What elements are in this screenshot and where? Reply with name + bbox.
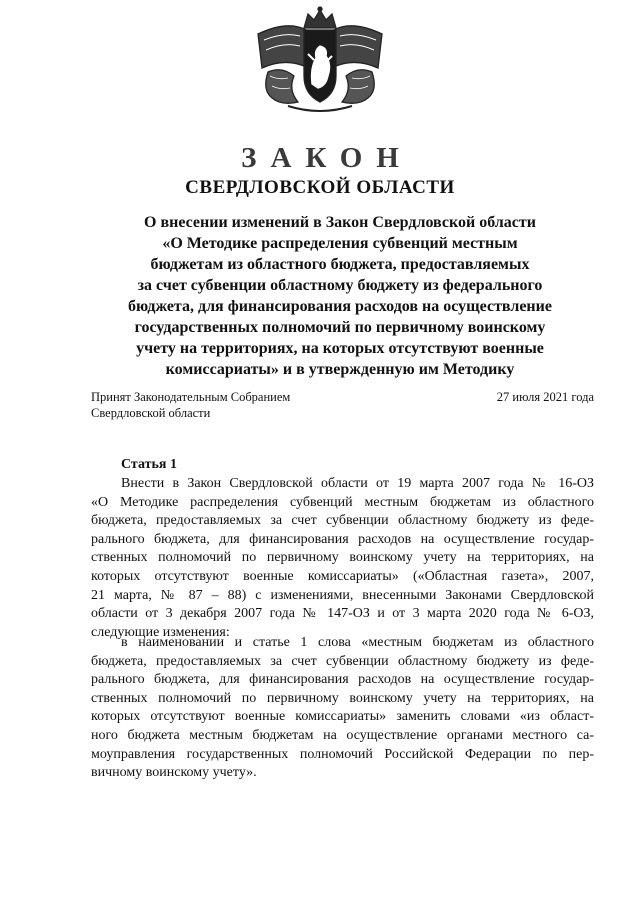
adoption-line: Принят Законодательным Собранием — [91, 390, 291, 404]
paragraph-line: бюджета, предоставляемых за счет субвенции областному бюджету из феде- — [91, 653, 594, 669]
article-heading: Статья 1 — [121, 457, 177, 472]
adoption-line: Свердловской области — [91, 406, 211, 420]
paragraph-line: бюджета, предоставляемых за счет субвенции областному бюджету из феде- — [91, 513, 594, 529]
region-heading: СВЕРДЛОВСКОЙ ОБЛАСТИ — [185, 177, 455, 198]
law-title-line: комиссариаты» и в утвержденную им Методику — [165, 361, 515, 378]
coat-of-arms-icon — [248, 6, 392, 114]
paragraph-line: ственных полномочий по первичному воинскому учету на территориях, на — [91, 690, 594, 706]
paragraph-line: рального бюджета, для финансирования расходов на осуществление государ- — [91, 531, 594, 547]
paragraph-line: рального бюджета, для финансирования расходов на осуществление государ- — [91, 672, 594, 688]
paragraph-line: «О Методике распределения субвенций местным бюджетам из областного — [91, 494, 594, 510]
law-title-line: государственных полномочий по первичному воинскому — [134, 319, 546, 336]
article-paragraph-2 — [91, 634, 594, 783]
paragraph-line: области от 3 декабря 2007 года № 147-ОЗ и от 3 марта 2020 года № 6-ОЗ, — [91, 606, 594, 622]
law-title — [90, 212, 590, 380]
law-title-line: за счет субвенции областному бюджету из федерального — [137, 277, 543, 294]
paragraph-line: ственных полномочий по первичному воинскому учету на территориях, на — [91, 550, 594, 566]
paragraph-line: следующие изменения: — [91, 624, 230, 640]
paragraph-line: в наименовании и статье 1 слова «местным бюджетам из областного — [121, 635, 594, 650]
article-paragraph-1 — [91, 475, 594, 642]
law-title-line: бюджетам из областного бюджета, предоставляемых — [150, 256, 530, 273]
law-title-line: бюджета, для финансирования расходов на осуществление — [128, 298, 552, 315]
paragraph-line: которых отсутствуют военные комиссариаты» («Областная газета», 2007, — [91, 568, 594, 584]
paragraph-line: ного бюджета местным бюджетам на осуществление органами местного са- — [91, 727, 594, 743]
paragraph-line: моуправления государственных полномочий Российской Федерации по пер- — [91, 746, 594, 762]
law-heading: ЗАКОН — [241, 142, 413, 174]
adoption-note — [91, 389, 290, 421]
paragraph-line: вичному воинскому учету». — [91, 765, 257, 781]
paragraph-line: которых отсутствуют военные комиссариаты» заменить словами «из област- — [91, 709, 594, 725]
adoption-date: 27 июля 2021 года — [496, 390, 594, 404]
law-title-line: О внесении изменений в Закон Свердловской области — [144, 214, 536, 231]
paragraph-line: Внести в Закон Свердловской области от 19 марта 2007 года № 16-ОЗ — [121, 476, 594, 491]
law-title-line: учету на территориях, на которых отсутствуют военные — [136, 340, 544, 357]
paragraph-line: 21 марта, № 87 – 88) с изменениями, внесенными Законами Свердловской — [91, 587, 594, 603]
law-title-line: «О Методике распределения субвенций местным — [162, 235, 518, 252]
